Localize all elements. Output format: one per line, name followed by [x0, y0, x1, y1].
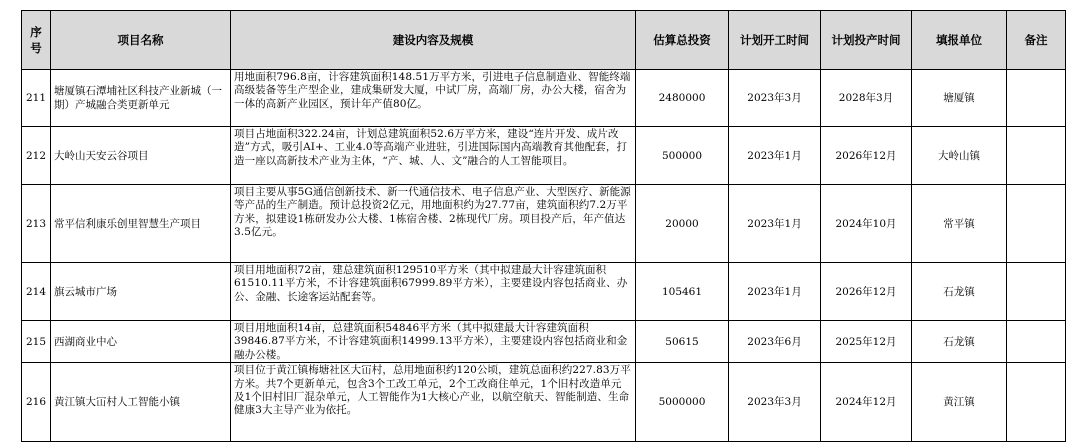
cell-amount: 105461 [636, 263, 729, 321]
cell-no: 214 [22, 263, 51, 321]
cell-note [1007, 363, 1066, 442]
cell-no: 215 [22, 321, 51, 363]
cell-start: 2023年1月 [729, 263, 821, 321]
cell-start: 2023年6月 [729, 321, 821, 363]
cell-amount: 20000 [636, 185, 729, 263]
header-desc: 建设内容及规模 [231, 11, 636, 70]
cell-name: 西湖商业中心 [51, 321, 231, 363]
header-no: 序号 [22, 11, 51, 70]
cell-desc: 项目主要从事5G通信创新技术、新一代通信技术、电子信息产业、大型医疗、新能源等产品的生产制造。预计总投资2亿元，用地面积约为27.77亩，建筑面积约7.2万平方米，拟建设1栋研发办公大楼、1栋宿舍楼、2栋现代厂房。项目投产后，年产值达3.5亿元。 [231, 185, 636, 263]
header-amount: 估算总投资 [636, 11, 729, 70]
header-unit: 填报单位 [912, 11, 1007, 70]
cell-no: 211 [22, 70, 51, 127]
header-production: 计划投产时间 [821, 11, 912, 70]
cell-unit: 黄江镇 [912, 363, 1007, 442]
cell-unit: 常平镇 [912, 185, 1007, 263]
cell-desc: 项目用地面积72亩，建总建筑面积129510平方米（其中拟建最大计容建筑面积61510.11平方米，不计容建筑面积67999.89平方米），主要建设内容包括商业、办公、金融、长途客运站配套等。 [231, 263, 636, 321]
cell-production: 2026年12月 [821, 127, 912, 185]
cell-name: 塘厦镇石潭埔社区科技产业新城（一期）产城融合类更新单元 [51, 70, 231, 127]
cell-start: 2023年1月 [729, 127, 821, 185]
cell-amount: 2480000 [636, 70, 729, 127]
cell-desc: 项目用地面积14亩，总建筑面积54846平方米（其中拟建最大计容建筑面积39846.87平方米，不计容建筑面积14999.13平方米），主要建设内容包括商业和金融办公楼。 [231, 321, 636, 363]
table-row [22, 263, 1066, 321]
project-table [21, 10, 1066, 442]
cell-unit: 石龙镇 [912, 321, 1007, 363]
cell-note [1007, 321, 1066, 363]
cell-unit: 石龙镇 [912, 263, 1007, 321]
table-row [22, 185, 1066, 263]
cell-name: 大岭山天安云谷项目 [51, 127, 231, 185]
cell-amount: 5000000 [636, 363, 729, 442]
cell-desc: 项目位于黄江镇梅塘社区大冚村，总用地面积约120公顷，建筑总面积约227.83万平方米。共7个更新单元，包含3个工改工单元，2个工改商住单元，1个旧村改造单元及1个旧村旧厂混杂单元，人工智能作为1大核心产业，以航空航天、智能制造、生命健康3大主导产业为依托。 [231, 363, 636, 442]
cell-start: 2023年3月 [729, 363, 821, 442]
cell-production: 2025年12月 [821, 321, 912, 363]
cell-name: 旗云城市广场 [51, 263, 231, 321]
cell-start: 2023年3月 [729, 70, 821, 127]
header-row [22, 11, 1066, 70]
cell-note [1007, 127, 1066, 185]
header-note: 备注 [1007, 11, 1066, 70]
cell-desc: 用地面积796.8亩，计容建筑面积148.51万平方米，引进电子信息制造业、智能终端高级装备等生产型企业，建成集研发大厦，中试厂房，高端厂房，办公大楼，宿舍为一体的高新产业园区，预计年产值80亿。 [231, 70, 636, 127]
project-table-container [21, 10, 1066, 442]
cell-unit: 塘厦镇 [912, 70, 1007, 127]
cell-note [1007, 70, 1066, 127]
cell-name: 黄江镇大冚村人工智能小镇 [51, 363, 231, 442]
table-row [22, 70, 1066, 127]
cell-note [1007, 185, 1066, 263]
cell-production: 2024年12月 [821, 363, 912, 442]
cell-no: 212 [22, 127, 51, 185]
cell-production: 2028年3月 [821, 70, 912, 127]
table-row [22, 321, 1066, 363]
cell-note [1007, 263, 1066, 321]
cell-amount: 50615 [636, 321, 729, 363]
header-name: 项目名称 [51, 11, 231, 70]
cell-production: 2024年10月 [821, 185, 912, 263]
cell-no: 216 [22, 363, 51, 442]
table-row [22, 127, 1066, 185]
cell-amount: 500000 [636, 127, 729, 185]
cell-no: 213 [22, 185, 51, 263]
cell-start: 2023年1月 [729, 185, 821, 263]
cell-desc: 项目占地面积322.24亩，计划总建筑面积52.6万平方米，建设“连片开发、成片改造”方式，吸引AI+、工业4.0等高端产业进驻，引进国际国内高端教育其他配套，打造一座以高新技术产业为主体，“产、城、人、文”融合的人工智能项目。 [231, 127, 636, 185]
cell-unit: 大岭山镇 [912, 127, 1007, 185]
header-start: 计划开工时间 [729, 11, 821, 70]
cell-name: 常平信利康乐创里智慧生产项目 [51, 185, 231, 263]
cell-production: 2026年12月 [821, 263, 912, 321]
table-row [22, 363, 1066, 442]
